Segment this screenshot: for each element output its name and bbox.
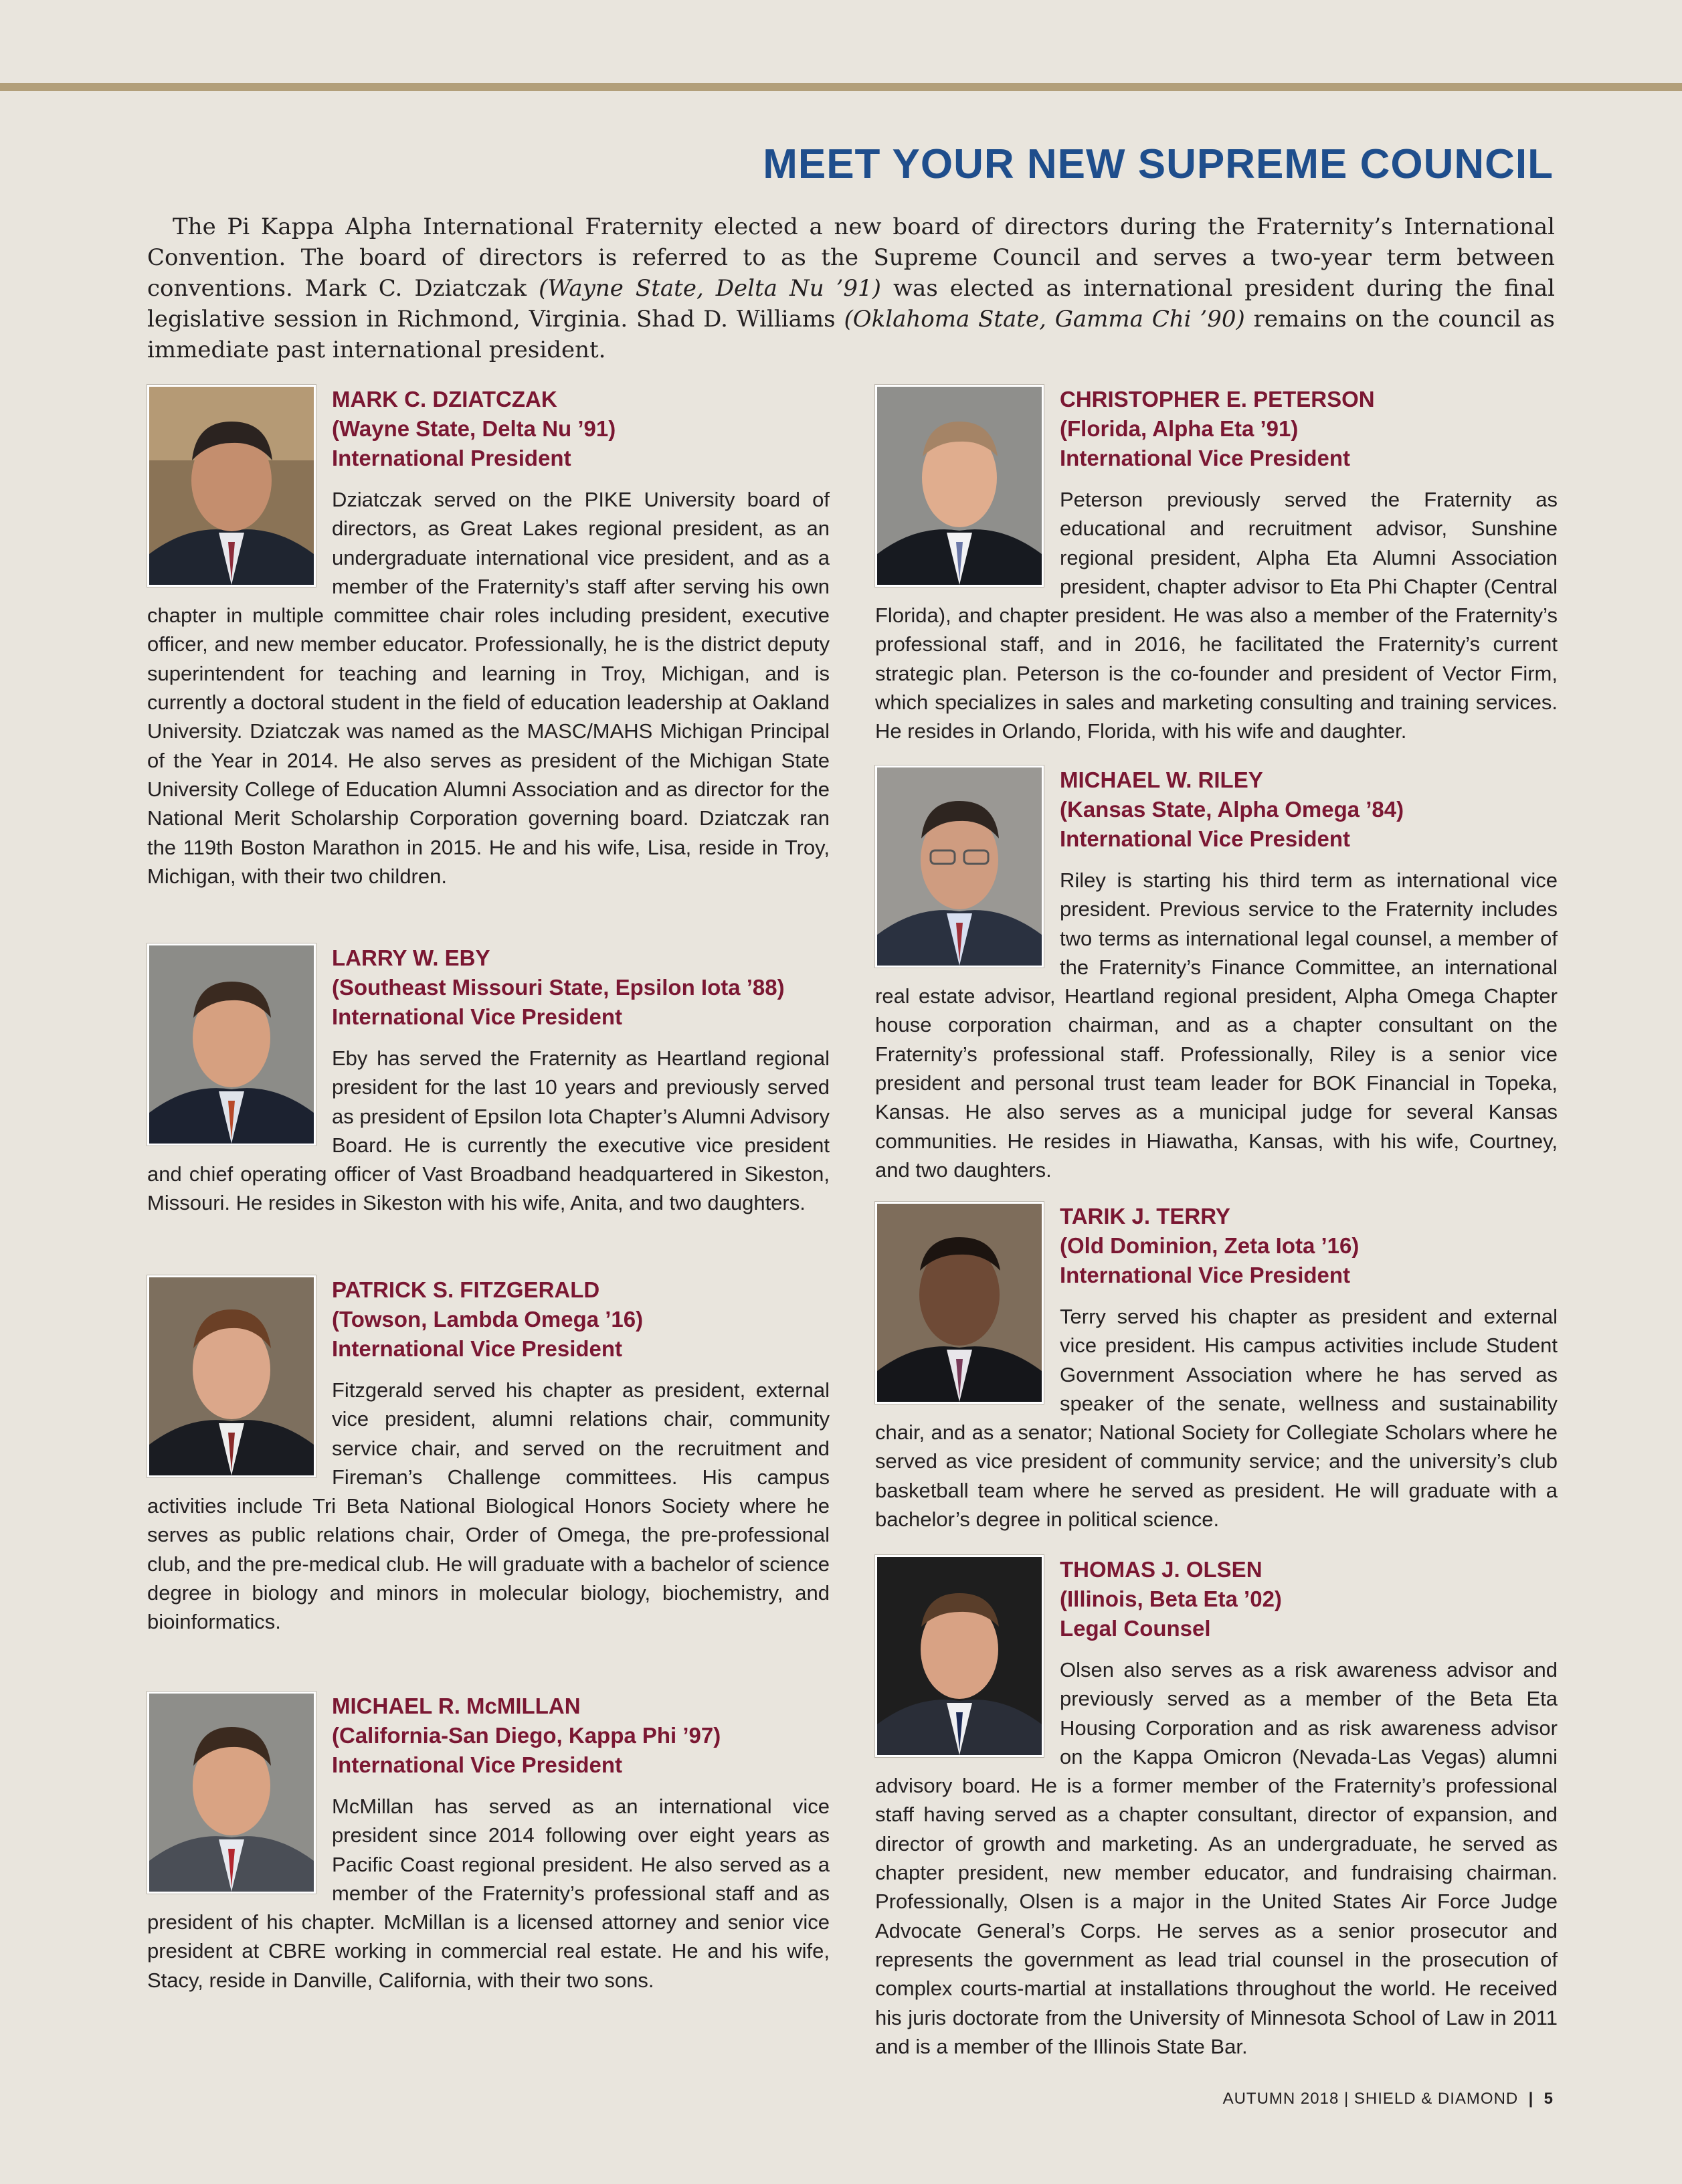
intro-text-2: was elected as international president during the final legislative session in Richmond, Virginia. Shad D. Williams: [147, 275, 1555, 333]
member-bio: Dziatczak served on the PIKE University board of directors, as Great Lakes regional president, as an undergraduate international vice president, and as a member of the Fraternity’s staff after serving his own chapter in multiple committee chair roles including president, executive officer, and new member educator. Professionally, he is the district deputy superintendent for teaching and learning in Troy, Michigan, and is currently a doctoral student in the field of education leadership at Oakland University. Dziatczak was named as the MASC/MAHS Michigan Principal of the Year in 2014. He also serves as president of the Michigan State University College of Education Alumni Association and as director for the National Merit Scholarship Corporation governing board. Dziatczak ran the 119th Boston Marathon in 2015. He and his wife, Lisa, reside in Troy, Michigan, with their two children.: [147, 488, 830, 888]
portrait-photo: [875, 385, 1044, 587]
member-role: International Vice President: [332, 1752, 623, 1777]
member-bio: Eby has served the Fraternity as Heartland regional president for the last 10 years and previously served as president of Epsilon Iota Chapter’s Alumni Advisory Board. He is currently the executive vice president and chief operating officer of Vast Broadband headquartered in Sikeston, Missouri. He resides in Sikeston with his wife, Anita, and two daughters.: [147, 1046, 830, 1215]
member-school: (Kansas State, Alpha Omega ’84): [1060, 797, 1404, 822]
member-bio: Peterson previously served the Fraternity as educational and recruitment advisor, Sunshine regional president, Alpha Eta Alumni Association president, chapter advisor to Eta Phi Chapter (Central Florida), and chapter president. He was also a member of the Fraternity’s professional staff, and in 2016, he facilitated the Fraternity’s current strategic plan. Peterson is the co-founder and president of Vector Firm, which specializes in sales and marketing consulting and training services. He resides in Orlando, Florida, with his wife and daughter.: [875, 488, 1558, 743]
page-title: MEET YOUR NEW SUPREME COUNCIL: [763, 141, 1554, 187]
member-name: TARIK J. TERRY: [1060, 1204, 1230, 1228]
member-school: (Illinois, Beta Eta ’02): [1060, 1586, 1282, 1611]
member-name: MARK C. DZIATCZAK: [332, 387, 557, 412]
page-number: 5: [1544, 2090, 1554, 2108]
member-role: International Vice President: [332, 1004, 623, 1029]
member-school: (Towson, Lambda Omega ’16): [332, 1307, 644, 1332]
intro-text-1: The Pi Kappa Alpha International Fraternity elected a new board of directors during the Fraternity’s International Convention. The board of directors is referred to as the Supreme Council and serves a two-year term between conventions. Mark C. Dziatczak: [147, 213, 1555, 302]
portrait-photo: [147, 943, 316, 1146]
member-school: (Old Dominion, Zeta Iota ’16): [1060, 1233, 1360, 1258]
member-bio: McMillan has served as an international vice president since 2014 following over eight years as Pacific Coast regional president. He also served as a member of the Fraternity’s professional staff and as president of his chapter. McMillan is a licensed attorney and senior vice president at CBRE working in commercial real estate. He and his wife, Stacy, reside in Danville, California, with their two sons.: [147, 1795, 830, 1992]
member-school: (Florida, Alpha Eta ’91): [1060, 416, 1299, 441]
member-role: International President: [332, 446, 571, 470]
portrait-photo: [875, 1555, 1044, 1757]
footer-separator: |: [1528, 2090, 1534, 2108]
bio-terry: [875, 1202, 1558, 1534]
bio-peterson: [875, 385, 1558, 746]
top-rule: [0, 83, 1682, 91]
member-bio: Olsen also serves as a risk awareness advisor and previously served as a member of the Beta Eta Housing Corporation and as risk awareness advisor on the Kappa Omicron (Nevada-Las Vegas) alumni advisory board. He is a former member of the Fraternity’s professional staff having served as a chapter consultant, director of expansion, and director of growth and marketing. As an undergraduate, he served as chapter president, new member educator, and fundraising chairman. Professionally, Olsen is a major in the United States Air Force Judge Advocate General’s Corps. He serves as a senior prosecutor and represents the government as lead trial counsel in the prosecution of complex courts-martial at installations throughout the world. He received his juris doctorate from the University of Minnesota School of Law in 2011 and is a member of the Illinois State Bar.: [875, 1658, 1558, 2058]
intro-text-3: remains on the council as immediate past international president.: [147, 306, 1555, 363]
member-role: International Vice President: [1060, 1263, 1351, 1287]
portrait-photo: [875, 765, 1044, 968]
bio-riley: [875, 765, 1558, 1184]
member-role: International Vice President: [332, 1336, 623, 1361]
member-role: International Vice President: [1060, 826, 1351, 851]
intro-italic-1: (Wayne State, Delta Nu ’91): [539, 275, 881, 302]
member-bio: Terry served his chapter as president and external vice president. His campus activities include Student Government Association where he has served as speaker of the senate, wellness and sustainability chair, and as a senator; National Society for Collegiate Scholars where he served as vice president of community service; and the university’s club basketball team where he served as president. He will graduate with a bachelor’s degree in political science.: [875, 1305, 1558, 1532]
member-bio: Fitzgerald served his chapter as president, external vice president, alumni relations chair, community service chair, and served on the recruitment and Fireman’s Challenge committees. His campus activities include Tri Beta National Biological Honors Society where he serves as public relations chair, Order of Omega, the pre-professional club, and the pre-medical club. He will graduate with a bachelor of science degree in biology and minors in molecular biology, biochemistry, and bioinformatics.: [147, 1378, 830, 1634]
member-name: MICHAEL R. McMILLAN: [332, 1694, 581, 1718]
bio-fitzgerald: [147, 1275, 830, 1637]
member-name: LARRY W. EBY: [332, 945, 490, 970]
member-role: International Vice President: [1060, 446, 1351, 470]
intro-paragraph: [147, 211, 1555, 365]
member-name: MICHAEL W. RILEY: [1060, 767, 1263, 792]
bio-olsen: [875, 1555, 1558, 2061]
portrait-photo: [147, 1692, 316, 1894]
member-name: THOMAS J. OLSEN: [1060, 1557, 1263, 1582]
member-role: Legal Counsel: [1060, 1616, 1211, 1641]
page-footer: [1223, 2090, 1554, 2108]
intro-italic-2: (Oklahoma State, Gamma Chi ’90): [844, 306, 1245, 333]
member-name: CHRISTOPHER E. PETERSON: [1060, 387, 1375, 412]
member-name: PATRICK S. FITZGERALD: [332, 1277, 600, 1302]
portrait-photo: [147, 385, 316, 587]
member-bio: Riley is starting his third term as international vice president. Previous service to the Fraternity includes two terms as international legal counsel, a member of the Fraternity’s Finance Committee, an international real estate advisor, Heartland regional president, Alpha Omega Chapter house corporation chairman, and as a chapter consultant on the Fraternity’s professional staff. Professionally, Riley is a senior vice president and personal trust team leader for BOK Financial in Topeka, Kansas. He also serves as a municipal judge for several Kansas communities. He resides in Hiawatha, Kansas, with his wife, Courtney, and two daughters.: [875, 869, 1558, 1182]
bio-mcmillan: [147, 1692, 830, 1995]
bio-eby: [147, 943, 830, 1218]
portrait-photo: [875, 1202, 1044, 1404]
footer-issue: AUTUMN 2018 | SHIELD & DIAMOND: [1222, 2090, 1519, 2108]
member-school: (California-San Diego, Kappa Phi ’97): [332, 1723, 721, 1748]
member-school: (Southeast Missouri State, Epsilon Iota ’88): [332, 975, 785, 1000]
member-school: (Wayne State, Delta Nu ’91): [332, 416, 616, 441]
bio-dziatczak: [147, 385, 830, 891]
portrait-photo: [147, 1275, 316, 1477]
